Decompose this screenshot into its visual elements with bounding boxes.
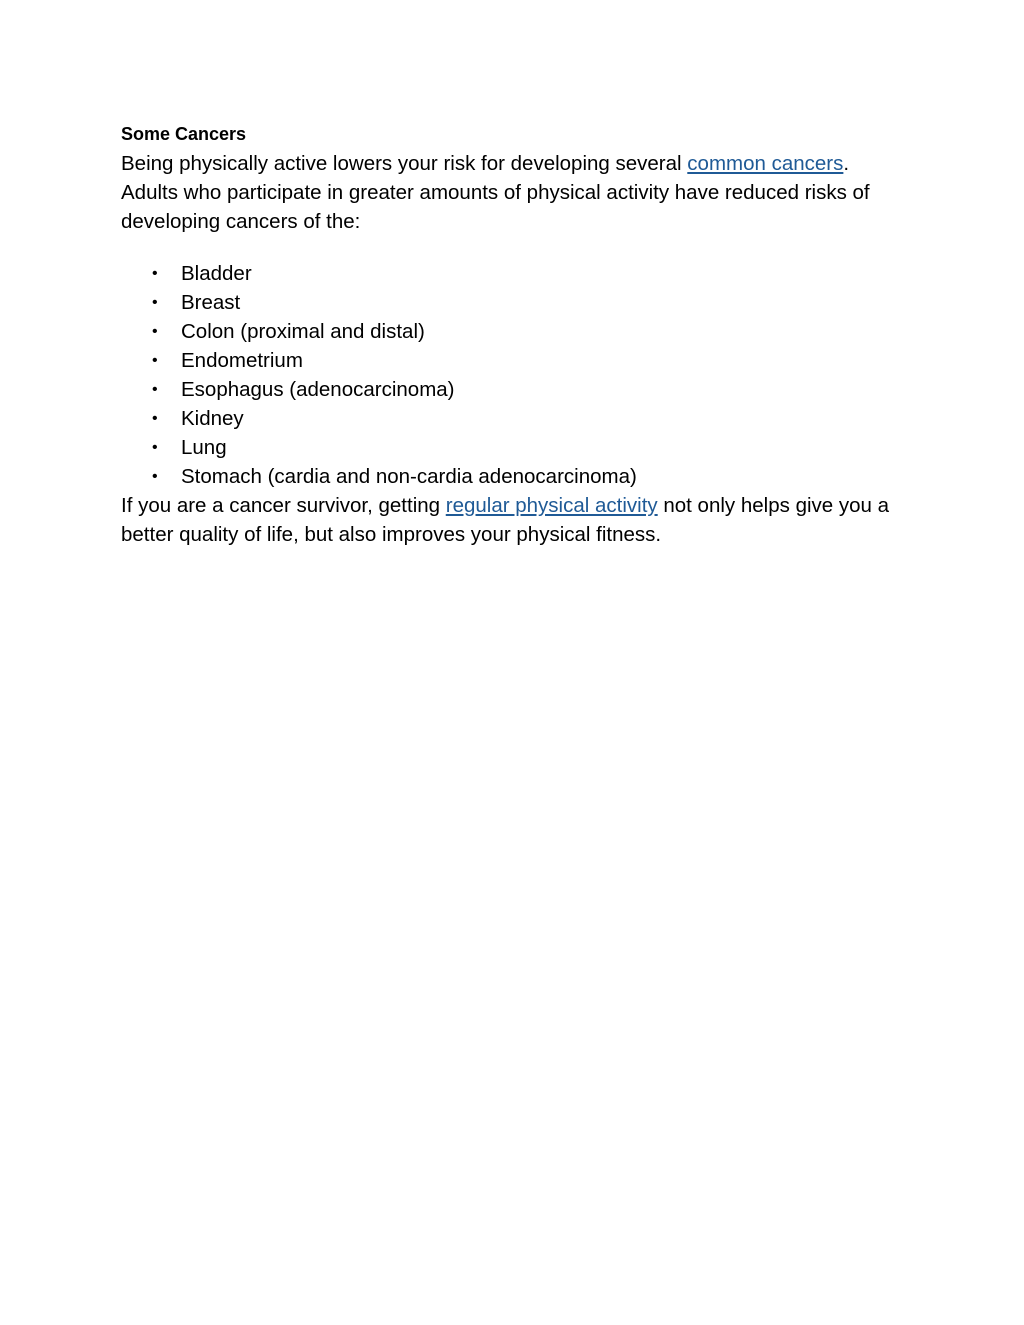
- list-item-label: Colon (proximal and distal): [181, 320, 425, 343]
- bullet-icon: •: [152, 323, 158, 340]
- list-item: [121, 288, 891, 317]
- bullet-icon: •: [152, 468, 158, 485]
- list-item-label: Breast: [181, 291, 241, 314]
- survivor-text-after-link: not only helps give you a better quality of life, but also improves your physical fitness.: [121, 494, 890, 546]
- regular-physical-activity-link[interactable]: regular physical activity: [445, 494, 658, 517]
- list-item-label: Esophagus (adenocarcinoma): [181, 378, 455, 401]
- list-item: [121, 375, 891, 404]
- list-item: [121, 462, 891, 491]
- bullet-icon: •: [152, 439, 158, 456]
- cancer-list: [121, 259, 891, 491]
- common-cancers-link[interactable]: common cancers: [687, 152, 844, 175]
- intro-text-before-link: Being physically active lowers your risk for developing several: [121, 152, 688, 175]
- section-content: [121, 121, 891, 549]
- bullet-icon: •: [152, 381, 158, 398]
- bullet-icon: •: [152, 352, 158, 369]
- survivor-paragraph: [121, 491, 891, 549]
- list-item: [121, 433, 891, 462]
- list-item-label: Stomach (cardia and non-cardia adenocarcinoma): [181, 465, 637, 488]
- list-item: [121, 259, 891, 288]
- section-heading: Some Cancers: [121, 124, 247, 144]
- survivor-text-before-link: If you are a cancer survivor, getting: [121, 494, 446, 517]
- list-item: [121, 317, 891, 346]
- intro-text-after-link: . Adults who participate in greater amounts of physical activity have reduced risks of developing cancers of the:: [121, 152, 870, 233]
- list-item-label: Endometrium: [181, 349, 303, 372]
- intro-paragraph: [121, 149, 891, 236]
- list-item-label: Bladder: [181, 262, 252, 285]
- list-item: [121, 404, 891, 433]
- list-item-label: Kidney: [181, 407, 244, 430]
- list-item: [121, 346, 891, 375]
- bullet-icon: •: [152, 265, 158, 282]
- bullet-icon: •: [152, 294, 158, 311]
- bullet-icon: •: [152, 410, 158, 427]
- list-item-label: Lung: [181, 436, 227, 459]
